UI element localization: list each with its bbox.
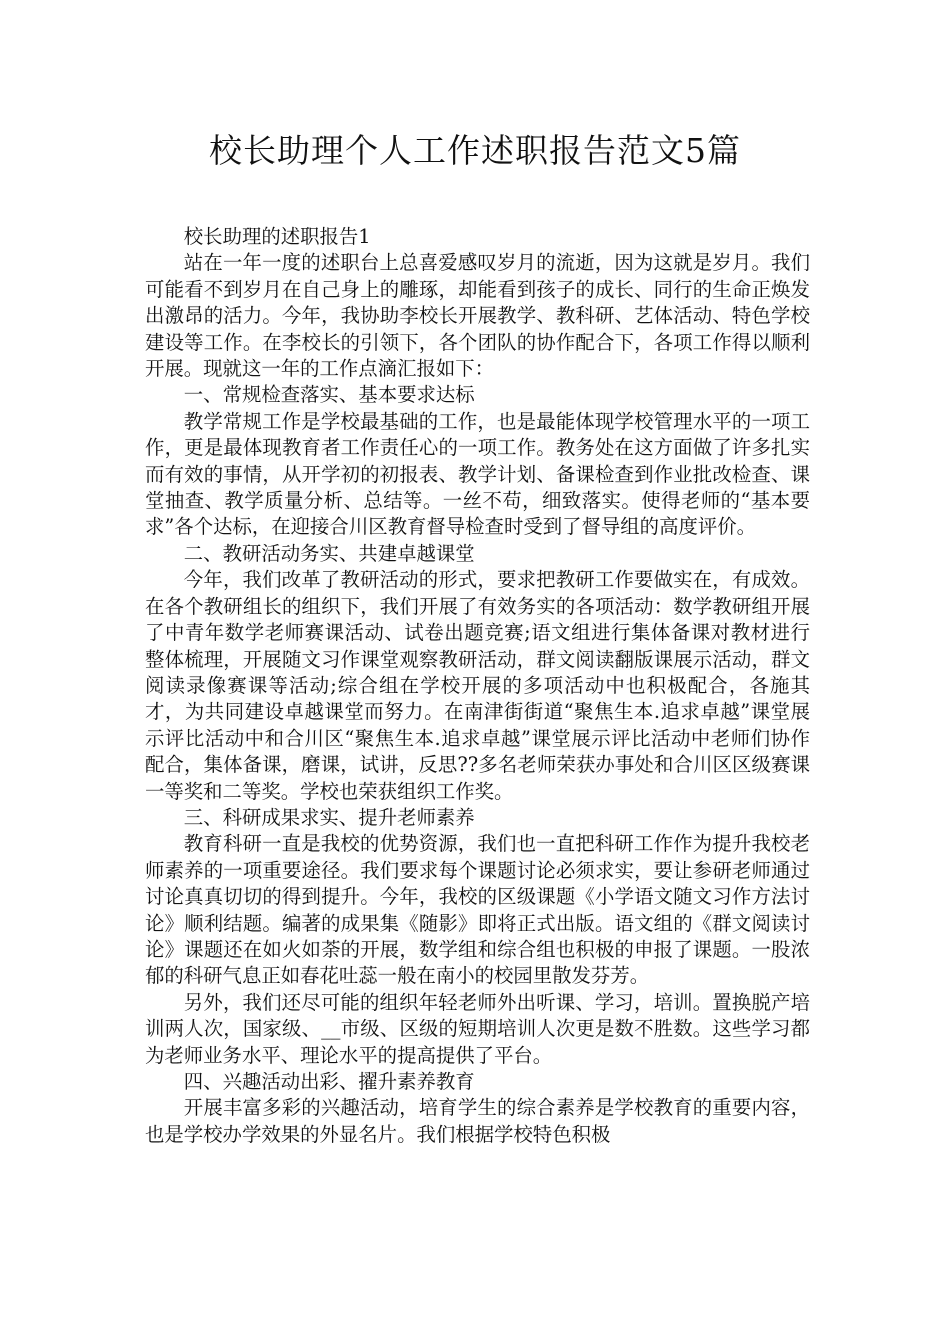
section-heading-4: 四、兴趣活动出彩、擢升素养教育 — [183, 1070, 475, 1093]
section-paragraph-3: 教育科研一直是我校的优势资源，我们也一直把科研工作作为提升我校老师素养的一项重要途径。我们要求每个课题讨论必须求实，要让参研老师通过讨论真真切切的得到提升。今年，我校的区级课题《小学语文随文习作方法讨论》顺利结题。编著的成果集《随影》即将正式出版。语文组的《群文阅读讨论》课题还在如火如荼的开展，数学组和综合组也积极的申报了课题。一股浓郁的科研气息正如春花吐蕊一般在南小的校园里散发芬芳。 — [145, 832, 810, 988]
section-paragraph-3b: 另外，我们还尽可能的组织年轻老师外出听课、学习，培训。置换脱产培训两人次，国家级、__市级、区级的短期培训人次更是数不胜数。这些学习都为老师业务水平、理论水平的提高提供了平台。 — [145, 990, 810, 1067]
intro-paragraph: 站在一年一度的述职台上总喜爱感叹岁月的流逝，因为这就是岁月。我们可能看不到岁月在自己身上的雕琢，却能看到孩子的成长、同行的生命正焕发出激昂的活力。今年，我协助李校长开展教学、教科研、艺体活动、特色学校建设等工作。在李校长的引领下，各个团队的协作配合下，各项工作得以顺利开展。现就这一年的工作点滴汇报如下： — [145, 251, 810, 381]
section-paragraph-4: 开展丰富多彩的兴趣活动，培育学生的综合素养是学校教育的重要内容，也是学校办学效果的外显名片。我们根据学校特色积极 — [145, 1096, 810, 1146]
section-heading-1: 一、常规检查落实、基本要求达标 — [183, 383, 475, 407]
section-heading-2: 二、教研活动务实、共建卓越课堂 — [183, 541, 475, 565]
section-paragraph-2: 今年，我们改革了教研活动的形式，要求把教研工作要做实在，有成效。在各个教研组长的组织下，我们开展了有效务实的各项活动：数学教研组开展了中青年数学老师赛课活动、试卷出题竞赛;语文组进行集体备课对教材进行整体梳理，开展随文习作课堂观察教研活动，群文阅读翻版课展示活动，群文阅读录像赛课等活动;综合组在学校开展的多项活动中也积极配合，各施其才，为共同建设卓越课堂而努力。在南津街街道“聚焦生本.追求卓越”课堂展示评比活动中和合川区“聚焦生本.追求卓越”课堂展示评比活动中老师们协作配合，集体备课，磨课，试讲，反思??多名老师荣获办事处和合川区区级赛课一等奖和二等奖。学校也荣获组织工作奖。 — [145, 568, 810, 803]
document-title: 校长助理个人工作述职报告范文5篇 — [209, 131, 741, 170]
section-paragraph-1: 教学常规工作是学校最基础的工作，也是最能体现学校管理水平的一项工作，更是最体现教育者工作责任心的一项工作。教务处在这方面做了许多扎实而有效的事情，从开学初的初报表、教学计划、备课检查到作业批改检查、课堂抽查、教学质量分析、总结等。一丝不苟，细致落实。使得老师的“基本要求”各个达标，在迎接合川区教育督导检查时受到了督导组的高度评价。 — [145, 409, 810, 539]
section-heading-3: 三、科研成果求实、提升老师素养 — [183, 805, 475, 829]
report-subtitle: 校长助理的述职报告1 — [183, 225, 371, 248]
document-body — [145, 224, 810, 1148]
